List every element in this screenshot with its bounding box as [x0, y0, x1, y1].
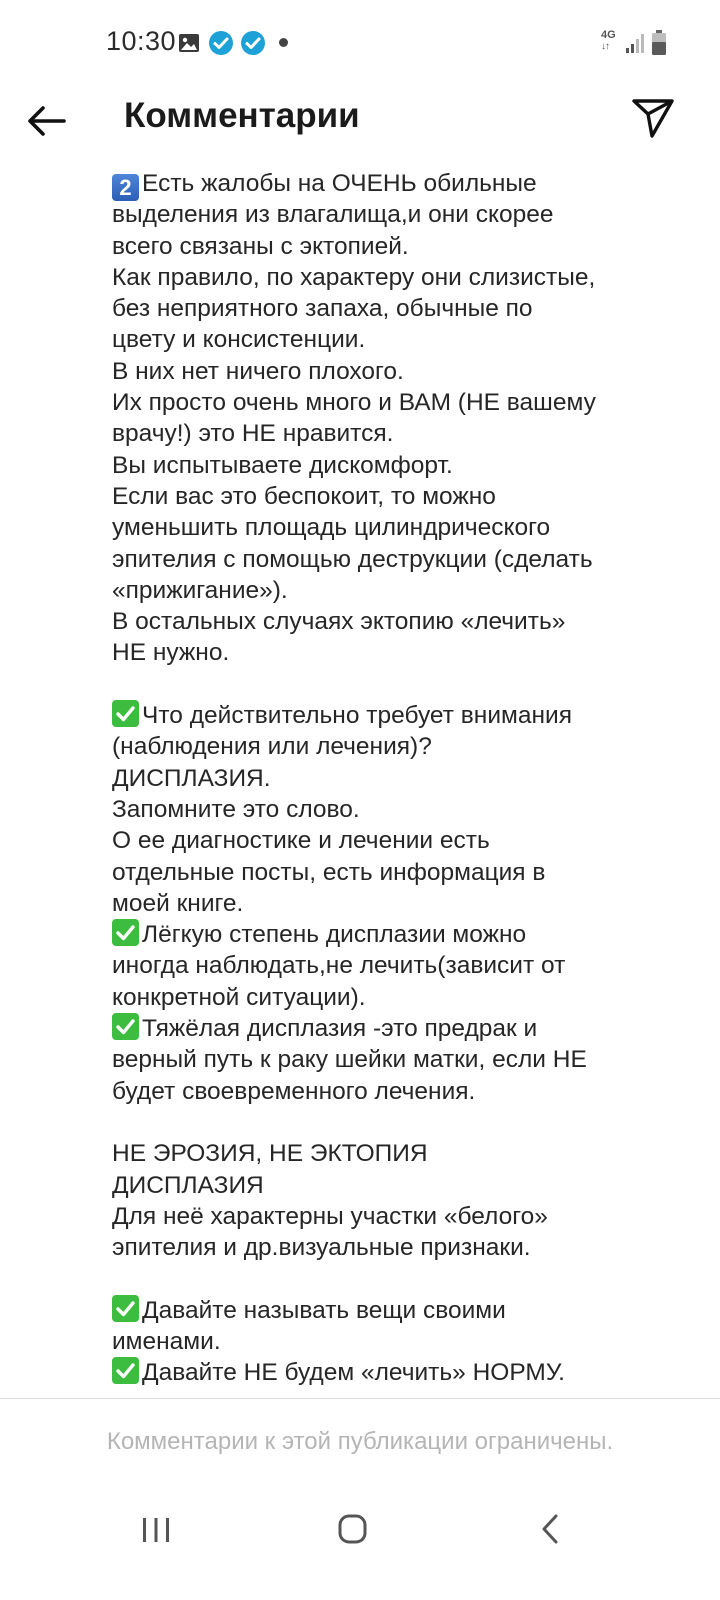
comment-line: [112, 794, 672, 825]
home-icon: [322, 1508, 382, 1552]
comment-line: [112, 1013, 672, 1044]
comment-line: [112, 324, 672, 355]
check-badge-icon: [208, 30, 234, 61]
comment-line: [112, 700, 672, 731]
comment-line-text: Тяжёлая дисплазия -это предрак и: [142, 1015, 538, 1043]
comments-restricted-note: Комментарии к этой публикации ограничены.: [106, 1428, 614, 1455]
comment-line: [112, 1138, 672, 1169]
comment-line: [112, 1044, 672, 1075]
comment-line-text: Для неё характерны участки «белого»: [112, 1202, 548, 1230]
comment-line-text: ДИСПЛАЗИЯ: [112, 1171, 264, 1199]
comment-line: [112, 1107, 672, 1138]
comment-line: [112, 1076, 672, 1107]
comment-line: [112, 1326, 672, 1357]
send-icon: [630, 94, 678, 142]
comment-line: [112, 1201, 672, 1232]
status-bar: [0, 0, 720, 88]
comment-line: [112, 544, 672, 575]
comment-line: [112, 418, 672, 449]
system-back-button[interactable]: [520, 1508, 580, 1552]
comment-line: [112, 262, 672, 293]
comment-line: [112, 637, 672, 668]
comment-line: [112, 763, 672, 794]
comment-line-text: иногда наблюдать,не лечить(зависит от: [112, 952, 566, 980]
recent-apps-icon: [126, 1508, 186, 1552]
comment-line-text: верный путь к раку шейки матки, если НЕ: [112, 1046, 587, 1074]
comment-line-text: О ее диагностике и лечении есть: [112, 827, 490, 855]
back-button[interactable]: [24, 94, 72, 142]
status-time: 10:30: [106, 26, 177, 56]
comment-line: [112, 575, 672, 606]
comment-line-text: Их просто очень много и ВАМ (НЕ вашему: [112, 389, 596, 417]
check-mark-icon: [112, 700, 139, 727]
comment-line: [112, 1170, 672, 1201]
header: [0, 88, 720, 150]
comment-line-text: Как правило, по характеру они слизистые,: [112, 263, 596, 291]
comment-line: [112, 168, 672, 199]
comment-line: [112, 825, 672, 856]
comment-line-text: цвету и консистенции.: [112, 326, 366, 354]
arrow-left-icon: [24, 94, 72, 142]
comment-line-text: Вы испытываете дискомфорт.: [112, 451, 453, 479]
comment-line-text: выделения из влагалища,и они скорее: [112, 201, 554, 229]
comment-line-text: без неприятного запаха, обычные по: [112, 295, 533, 323]
comment-line: [112, 982, 672, 1013]
check-mark-icon: [112, 919, 139, 946]
comment-line-text: Что действительно требует внимания: [142, 702, 572, 730]
comment-line: [112, 1263, 672, 1294]
comment-line-text: (наблюдения или лечения)?: [112, 733, 432, 761]
comment-line: [112, 293, 672, 324]
comment-line-text: НЕ ЭРОЗИЯ, НЕ ЭКТОПИЯ: [112, 1140, 428, 1168]
comment-line-text: эпителия и др.визуальные признаки.: [112, 1234, 531, 1262]
share-button[interactable]: [630, 94, 678, 142]
comment-line: [112, 857, 672, 888]
comment-line: [112, 1295, 672, 1326]
comment-area[interactable]: [0, 150, 720, 1398]
comment-line: [112, 450, 672, 481]
comment-line-text: эпителия с помощью деструкции (сделать: [112, 545, 593, 573]
comment-line-text: врачу!) это НЕ нравится.: [112, 420, 394, 448]
comment-line-text: «прижигание»).: [112, 576, 288, 604]
comment-line: [112, 199, 672, 230]
check-mark-icon: [112, 1357, 139, 1384]
comment-line-text: отдельные посты, есть информация в: [112, 858, 546, 886]
comment-line: [112, 606, 672, 637]
comment-line: [112, 919, 672, 950]
comment-line: [112, 669, 672, 700]
comment-line: [112, 731, 672, 762]
comment-line: [112, 888, 672, 919]
comment-line-text: В них нет ничего плохого.: [112, 357, 404, 385]
home-button[interactable]: [322, 1508, 382, 1552]
comment-line-text: конкретной ситуации).: [112, 983, 366, 1011]
comment-line-text: ДИСПЛАЗИЯ.: [112, 764, 271, 792]
comment-line: [112, 231, 672, 262]
signal-icon: [625, 32, 647, 59]
comment-line: [112, 387, 672, 418]
comment-line-text: будет своевременного лечения.: [112, 1077, 476, 1105]
comment-line: [112, 512, 672, 543]
comment-line: [112, 950, 672, 981]
check-badge-icon: [240, 30, 266, 61]
comment-line-text: В остальных случаях эктопию «лечить»: [112, 608, 566, 636]
gallery-icon: [178, 32, 200, 59]
comment-line: [112, 481, 672, 512]
network-type: 4G ↓↑: [601, 29, 616, 52]
comment-line-text: всего связаны с эктопией.: [112, 232, 409, 260]
check-mark-icon: [112, 1013, 139, 1040]
navigation-bar: [0, 1490, 720, 1600]
comment-line-text: Если вас это беспокоит, то можно: [112, 482, 496, 510]
comment-line: [112, 1357, 672, 1388]
comment-line: [112, 356, 672, 387]
comment-line-text: уменьшить площадь цилиндрического: [112, 514, 551, 542]
comment-line-text: именами.: [112, 1327, 221, 1355]
comment-line: [112, 1232, 672, 1263]
comment-line-text: НЕ нужно.: [112, 639, 230, 667]
comment-line-text: Есть жалобы на ОЧЕНЬ обильные: [142, 170, 537, 197]
comment-line-text: Лёгкую степень дисплазии можно: [142, 921, 527, 949]
check-mark-icon: [112, 1295, 139, 1322]
back-icon: [520, 1508, 580, 1552]
dot-icon: [279, 38, 288, 47]
page-title: Комментарии: [124, 96, 360, 135]
recent-apps-button[interactable]: [126, 1508, 186, 1552]
keycap-digit-icon: 2: [112, 174, 139, 201]
battery-icon: [651, 30, 667, 61]
comment-line-text: Давайте НЕ будем «лечить» НОРМУ.: [142, 1359, 565, 1387]
comment-line-text: моей книге.: [112, 889, 244, 917]
comment-text: [112, 168, 672, 1389]
comment-line-text: Давайте называть вещи своими: [142, 1296, 506, 1324]
comment-line-text: Запомните это слово.: [112, 795, 360, 823]
divider: [0, 1398, 720, 1399]
